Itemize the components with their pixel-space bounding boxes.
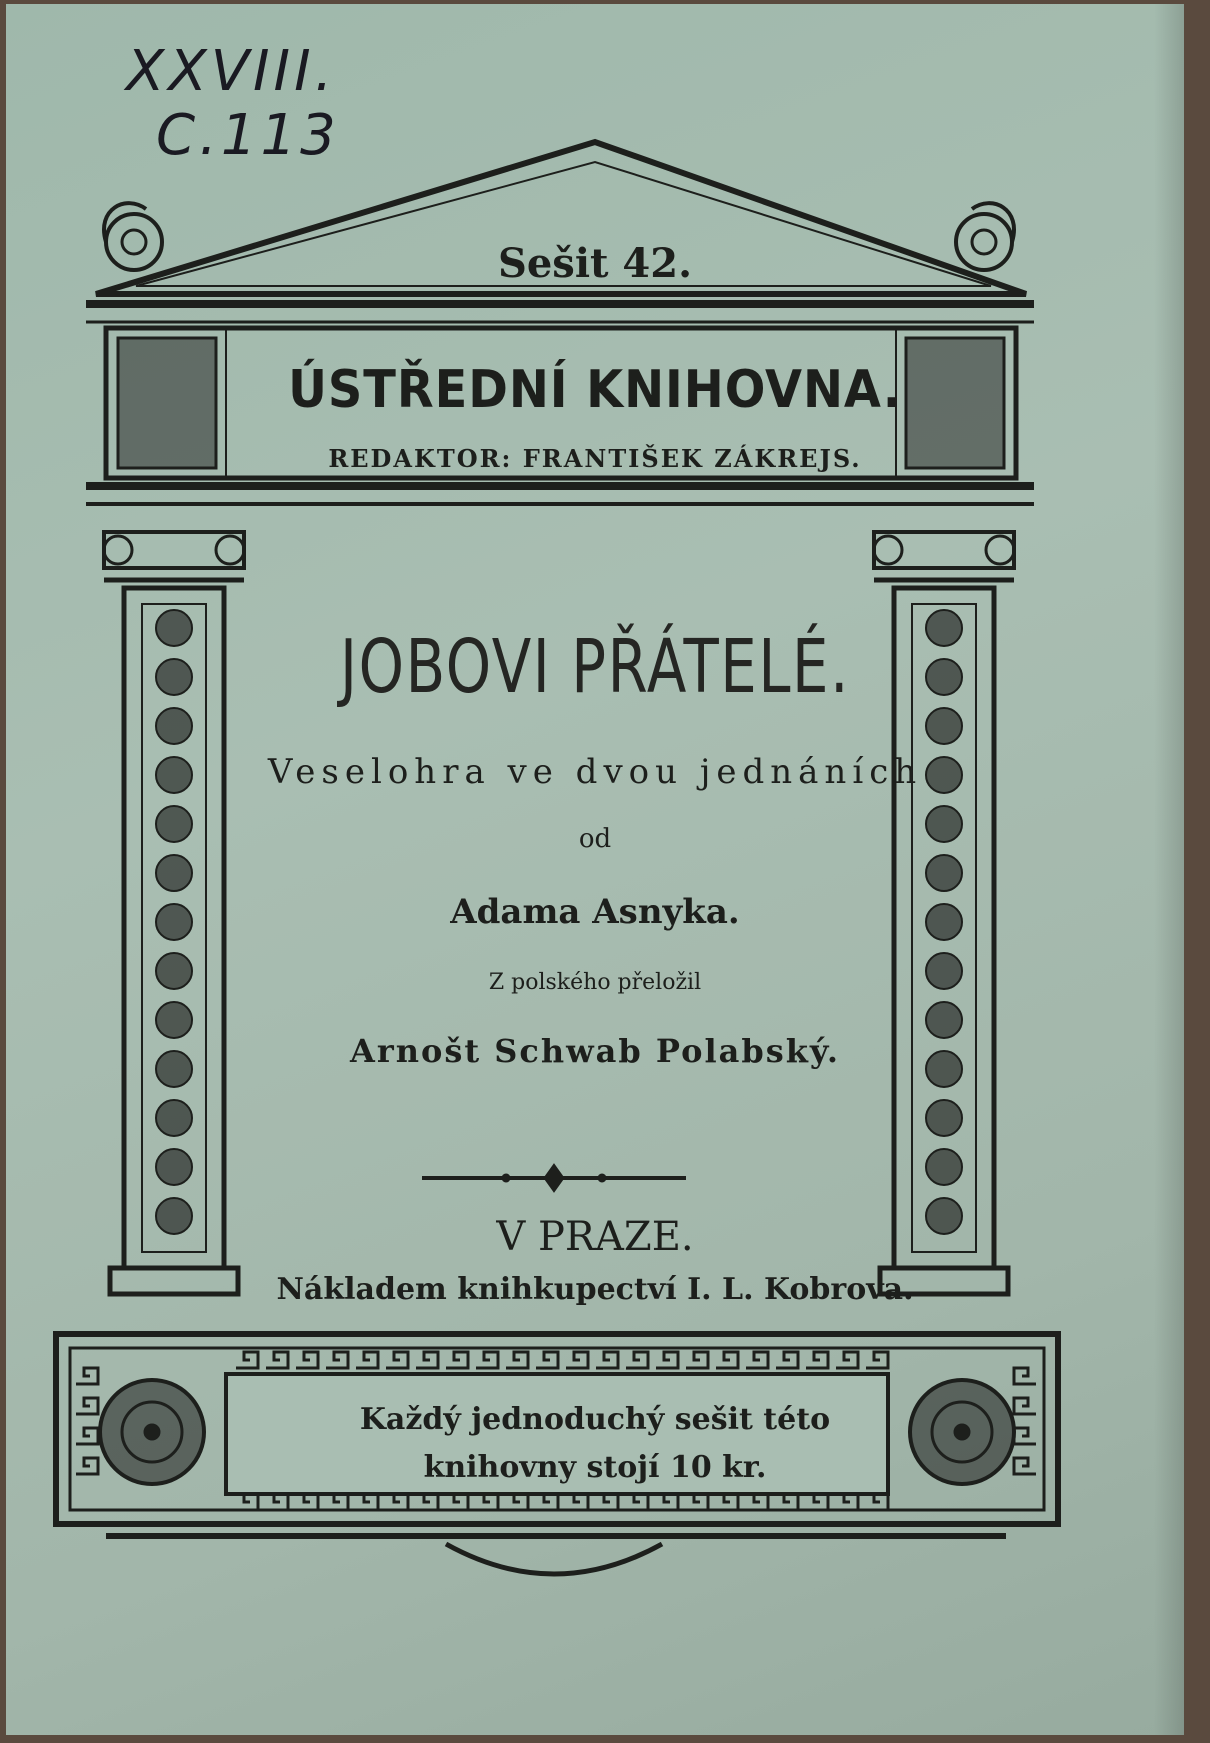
publication-city: V PRAZE. [496,1214,694,1260]
meander-key [656,1352,678,1368]
meander-key [566,1494,588,1510]
column-rosette-icon [156,708,192,744]
column-rosette-icon [926,1149,962,1185]
meander-key [296,1494,318,1510]
right-capital [874,532,1014,580]
meander-key [1014,1368,1036,1384]
publisher-line: Nákladem knihkupectví I. L. Kobrova. [276,1272,914,1307]
meander-key [386,1352,408,1368]
author-name: Adama Asnyka. [450,892,740,932]
meander-key [416,1352,438,1368]
column-rosette-icon [926,708,962,744]
meander-key [776,1352,798,1368]
meander-key [356,1352,378,1368]
price-line-1: Každý jednoduchý sešit této [359,1402,831,1437]
translator-name: Arnošt Schwab Polabský. [350,1032,840,1070]
translation-note: Z polského přeložil [488,970,702,995]
column-rosette-icon [156,1149,192,1185]
left-capital [104,532,244,580]
meander-key [506,1494,528,1510]
by-word: od [578,824,612,854]
meander-key [866,1352,888,1368]
editor-line: REDAKTOR: FRANTIŠEK ZÁKREJS. [328,444,862,473]
meander-key [266,1352,288,1368]
book-title: JOBOVI PŘÁTELÉ. [340,624,850,710]
meander-key [596,1352,618,1368]
meander-key [656,1494,678,1510]
meander-key [236,1352,258,1368]
meander-key [266,1494,288,1510]
meander-key [686,1352,708,1368]
meander-key [806,1352,828,1368]
meander-key [356,1494,378,1510]
fleuron-divider [422,1164,686,1192]
meander-key [716,1494,738,1510]
meander-key [326,1494,348,1510]
meander-key [236,1494,258,1510]
shelfmark-line-1: XXVIII. [126,39,337,104]
meander-key [506,1352,528,1368]
meander-key [836,1352,858,1368]
meander-key [686,1494,708,1510]
foot-ornament [446,1544,662,1574]
column-rosette-icon [926,855,962,891]
meander-key [716,1352,738,1368]
price-note [6,1396,1184,1492]
meander-key [446,1352,468,1368]
series-title: ÚSTŘEDNÍ KNIHOVNA. [288,360,902,420]
meander-key [596,1494,618,1510]
meander-key [76,1368,98,1384]
meander-key [476,1352,498,1368]
meander-key [446,1494,468,1510]
meander-key [536,1352,558,1368]
meander-key [476,1494,498,1510]
meander-key [386,1494,408,1510]
meander-key [746,1352,768,1368]
meander-key [326,1352,348,1368]
meander-key [806,1494,828,1510]
meander-key [836,1494,858,1510]
meander-key [776,1494,798,1510]
column-rosette-icon [926,1100,962,1136]
meander-key [746,1494,768,1510]
issue-number: Sešit 42. [497,240,693,287]
meander-key [416,1494,438,1510]
meander-key [296,1352,318,1368]
book-subtitle: Veselohra ve dvou jednáních [267,752,923,792]
meander-key [626,1352,648,1368]
meander-key [866,1494,888,1510]
meander-key [536,1494,558,1510]
shelfmark-line-2: C.113 [156,103,340,168]
meander-key [626,1494,648,1510]
price-line-2: knihovny stojí 10 kr. [423,1450,767,1485]
column-rosette-icon [156,1100,192,1136]
meander-key [566,1352,588,1368]
column-rosette-icon [156,855,192,891]
book-cover [6,4,1184,1735]
